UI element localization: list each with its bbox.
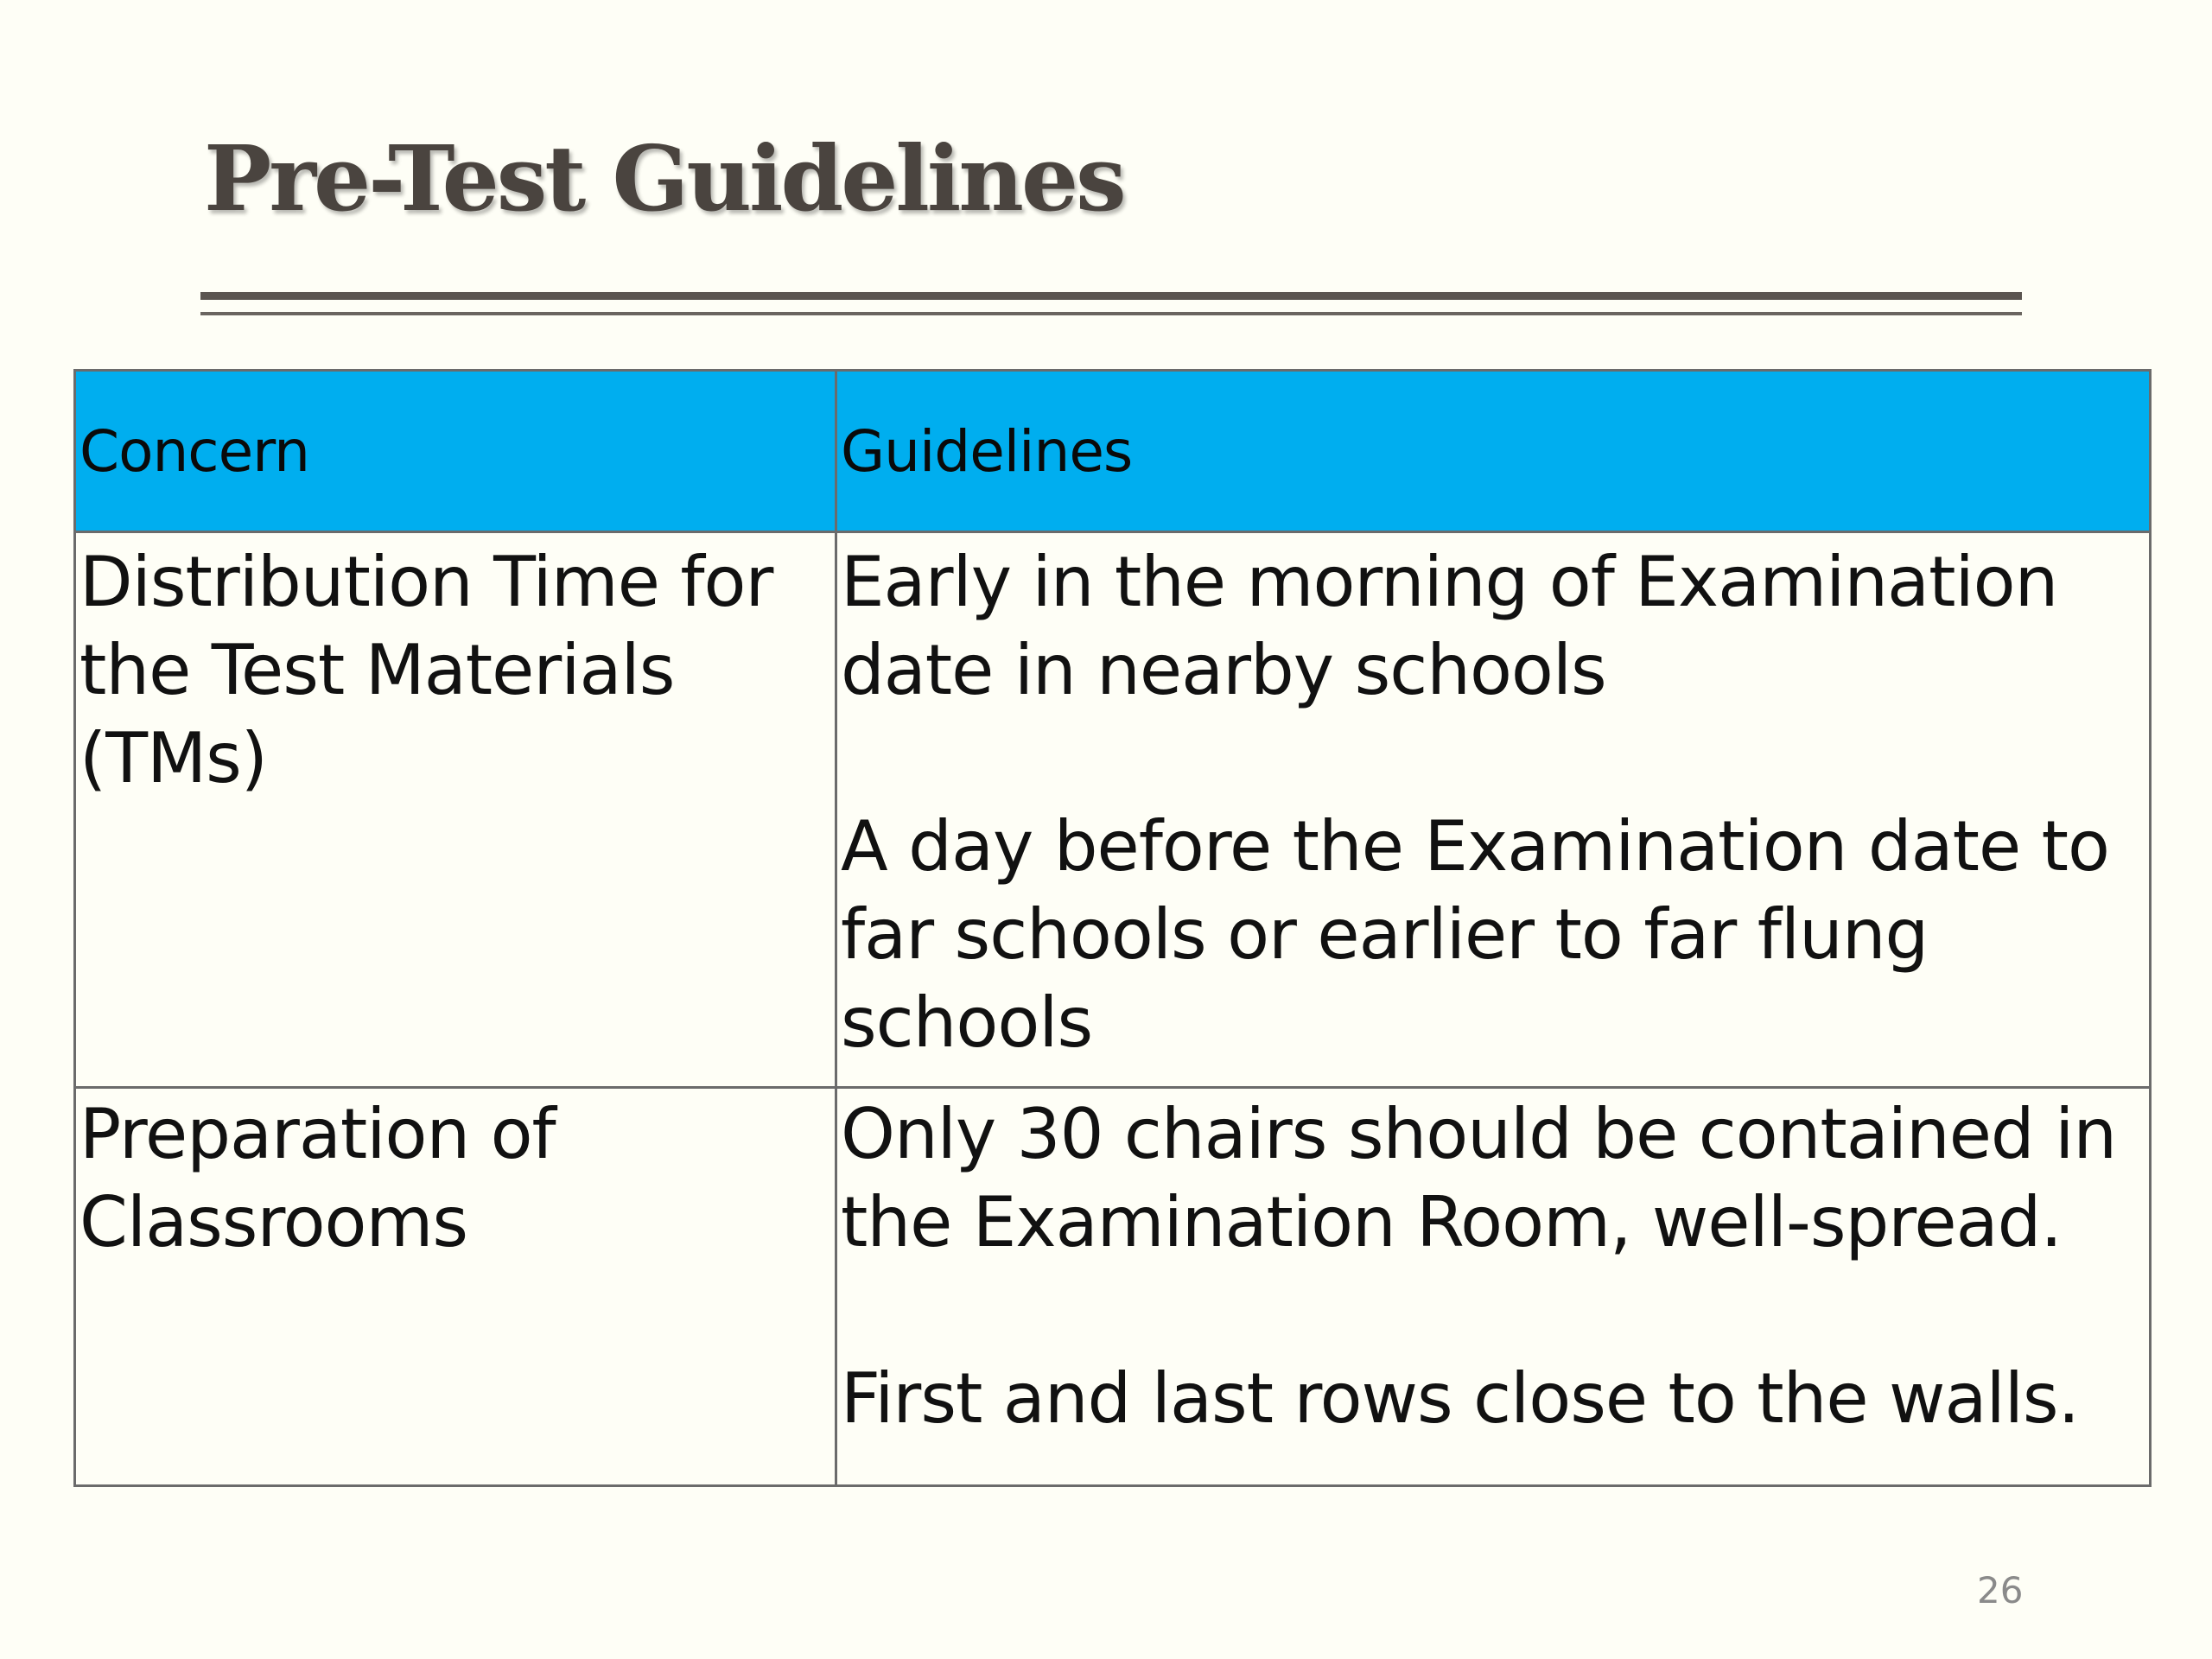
guideline-text-line: the Examination Room, well-spread.	[841, 1182, 2062, 1262]
guideline-paragraph	[841, 538, 2149, 715]
guideline-text-line: far schools or earlier to far flung	[841, 894, 1929, 975]
concern-text-line: Classrooms	[79, 1182, 468, 1262]
guideline-cell	[836, 532, 2151, 1088]
title-divider-thin	[200, 312, 2022, 315]
guideline-paragraph	[841, 1090, 2149, 1267]
concern-text-line: Distribution Time for	[79, 542, 773, 622]
guideline-cell	[836, 1088, 2151, 1486]
table-row	[75, 532, 2151, 1088]
guideline-text-line: schools	[841, 982, 1093, 1063]
concern-text-line: (TMs)	[79, 718, 267, 798]
guideline-paragraph	[841, 1355, 2149, 1443]
table-header-row	[75, 371, 2151, 532]
guideline-text-line: First and last rows close to the walls.	[841, 1358, 2080, 1439]
guideline-paragraph	[841, 803, 2149, 1067]
header-concern: Concern	[75, 371, 836, 532]
guideline-text-line: Only 30 chairs should be contained in	[841, 1094, 2117, 1174]
guideline-text-line: Early in the morning of Examination	[841, 542, 2058, 622]
guideline-text-line: date in nearby schools	[841, 630, 1606, 710]
header-guidelines: Guidelines	[836, 371, 2151, 532]
concern-cell	[75, 1088, 836, 1486]
slide-title: Pre-Test Guidelines	[204, 125, 1124, 232]
concern-cell	[75, 532, 836, 1088]
concern-text-line: the Test Materials	[79, 630, 675, 710]
page-number: 26	[1977, 1569, 2024, 1611]
guidelines-table	[73, 369, 2152, 1487]
title-divider-thick	[200, 292, 2022, 300]
table-row	[75, 1088, 2151, 1486]
guideline-text-line: A day before the Examination date to	[841, 806, 2109, 887]
concern-text-line: Preparation of	[79, 1094, 556, 1174]
